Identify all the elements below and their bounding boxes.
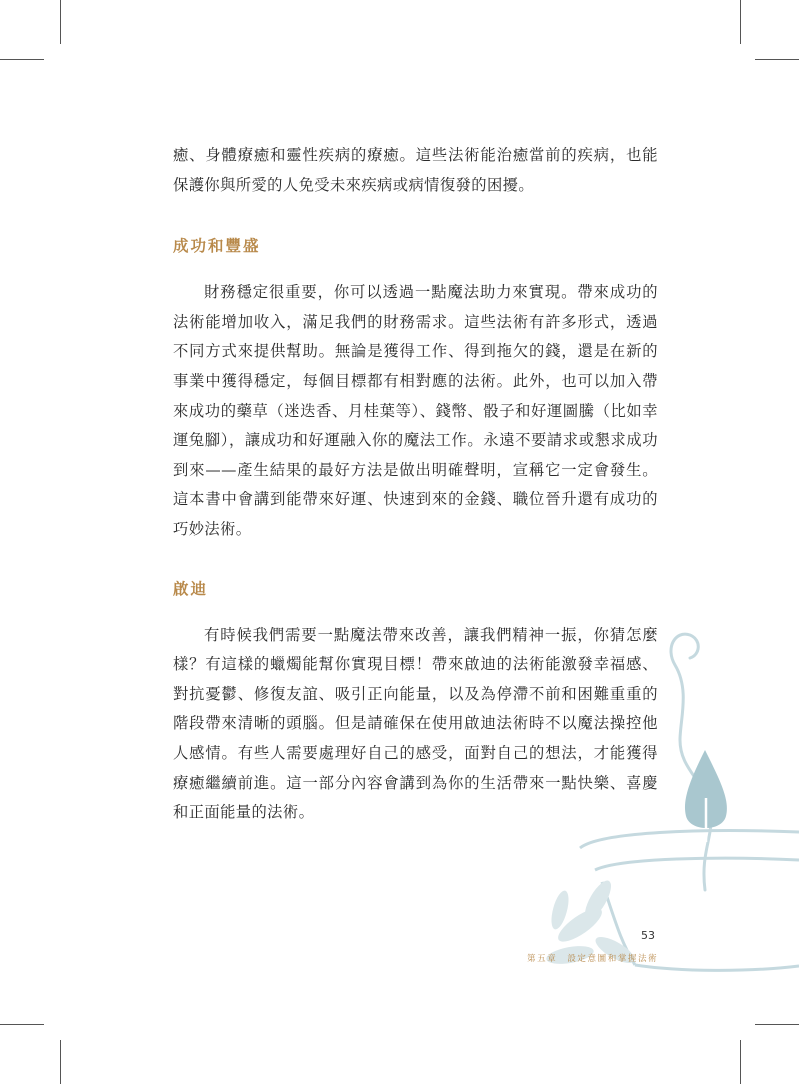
crop-mark [755, 1024, 799, 1025]
crop-mark [740, 1040, 741, 1084]
page-number: 53 [641, 929, 655, 942]
crop-mark [60, 0, 61, 44]
crop-mark [60, 1040, 61, 1084]
crop-mark [0, 1024, 44, 1025]
chapter-label: 第五章 [527, 954, 558, 964]
page-body [173, 141, 658, 828]
crop-mark [0, 59, 44, 60]
success-paragraph: 財務穩定很重要，你可以透過一點魔法助力來實現。帶來成功的法術能增加收入，滿足我們的財務需求。這些法術有許多形式，透過不同方式來提供幫助。無論是獲得工作、得到拖欠的錢，還是在新的事業中獲得穩定，每個目標都有相對應的法術。此外，也可以加入帶來成功的藥草（迷迭香、月桂葉等）、錢幣、骰子和好運圖騰（比如幸運兔腳），讓成功和好運融入你的魔法工作。永遠不要請求或懇求成功到來——產生結果的最好方法是做出明確聲明，宣稱它一定會發生。這本書中會講到能帶來好運、快速到來的金錢、職位晉升還有成功的巧妙法術。 [173, 283, 658, 538]
crop-mark [755, 59, 799, 60]
intro-paragraph: 癒、身體療癒和靈性疾病的療癒。這些法術能治癒當前的疾病，也能保護你與所愛的人免受未來疾病或病情復發的困擾。 [173, 146, 658, 194]
crop-mark [740, 0, 741, 44]
running-head [527, 952, 668, 964]
inspiration-paragraph: 有時候我們需要一點魔法帶來改善，讓我們精神一振，你猜怎麼樣？有這樣的蠟燭能幫你實現目標！帶來啟迪的法術能激發幸福感、對抗憂鬱、修復友誼、吸引正向能量，以及為停滯不前和困難重重的階段帶來清晰的頭腦。但是請確保在使用啟迪法術時不以魔法操控他人感情。有些人需要處理好自己的感受，面對自己的想法，才能獲得療癒繼續前進。這一部分內容會講到為你的生活帶來一點快樂、喜慶和正面能量的法術。 [173, 625, 658, 822]
section-heading-inspiration: 啟迪 [173, 579, 209, 598]
section-heading-success: 成功和豐盛 [173, 237, 261, 256]
chapter-title: 設定意圖和掌握法術 [567, 954, 659, 964]
